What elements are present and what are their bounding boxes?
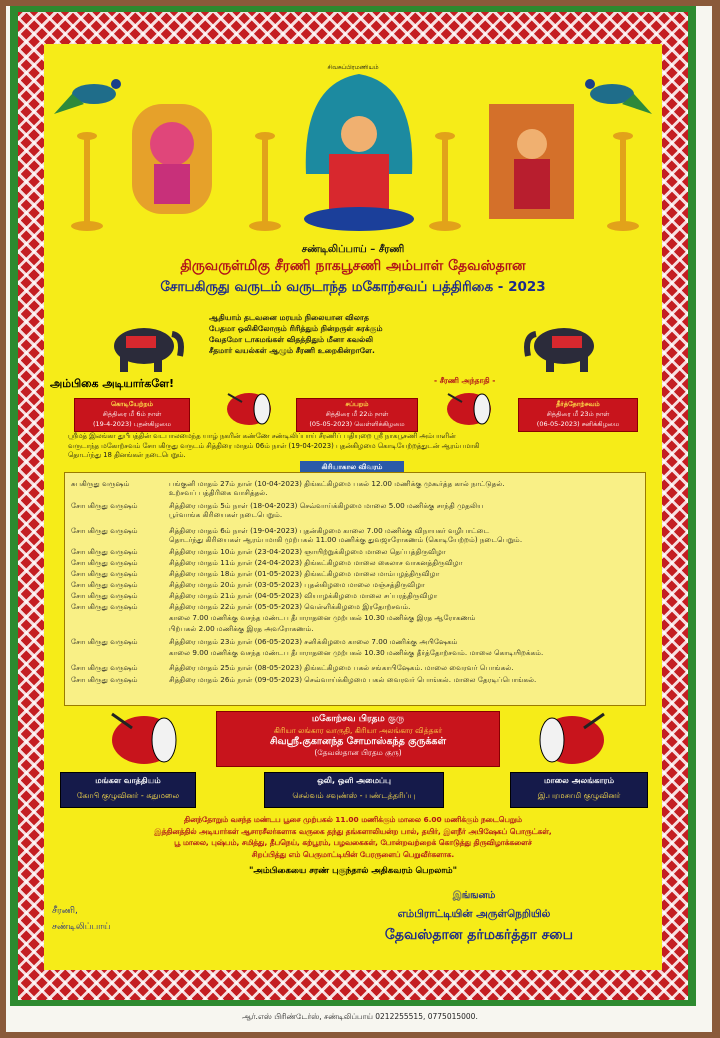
intro-line: வருடாந்த மகோற்சவம் சோபகிருது வருடம் சித்திரை மாதம் 06ம் நாள் (19-04-2023) புதன்கிழமை கொடியேற்றத்துடன் ஆரம்பமாகி (68, 441, 480, 450)
key-date-theertham (518, 398, 638, 432)
service-title: ஒலி, ஒளி அமைப்பு (317, 776, 391, 785)
lamp-icon (429, 132, 461, 231)
key-date-flag-hoisting (74, 398, 190, 432)
key-date-day: (06-05-2023) சனிக்கிழமை (536, 420, 620, 428)
verse (209, 312, 499, 356)
title-line-1: திருவருள்மிகு சீரணி நாகபூசணி அம்பாள் தேவஸ்தான (180, 258, 526, 274)
top-small-text: சிவசுப்பிரமணியம் (327, 64, 379, 71)
key-date-day: (19-4-2023) புதன்கிழமை (92, 420, 172, 428)
note-line: சிறப்பித்து எம் பெருமாட்டியின் பேரருளைப் பெறுவீர்களாக. (251, 849, 455, 859)
key-date-title: கொடியேற்றம் (110, 400, 154, 408)
verse-line: வேதமோ டாகமங்கள் விதத்திதும் மீனா கவல்லி (209, 335, 374, 344)
program-heading: கிரியாகால விவரம் (300, 461, 404, 473)
service-sound-light (264, 772, 444, 808)
intro-paragraph (68, 432, 644, 461)
key-date-day: (05-05-2023) வெள்ளிக்கிழமை (309, 420, 405, 428)
signoff-org: தேவஸ்தான தர்மகர்த்தா சபை (384, 927, 574, 943)
service-nadaswaram (60, 772, 196, 808)
drum-icon (442, 388, 496, 430)
poster-body (44, 44, 662, 970)
priest-box (216, 711, 500, 767)
lamp-icon (71, 132, 103, 231)
key-date-date: சித்திரை மீ 6ம் நாள் (102, 410, 162, 418)
greeting: அம்பிகை அடியார்களே! (50, 377, 175, 390)
note-line: தினந்தோறும் வசந்த மண்டப பூசை முற்பகல் 11.00 மணிக்கும் மாலை 6.00 மணிக்கும் நடைபெறும் (184, 815, 522, 824)
priest-title: மகோற்சவ பிரதம குரு (311, 714, 405, 724)
title-line-2: சோபகிருது வருடம் வருடாந்த மகோற்சவப் பத்திரிகை - 2023 (160, 279, 546, 295)
ganesha-icon (132, 104, 212, 214)
priest-honorific: கிரியா லங்கார வாருதி, கிரியா அலங்கார வித்தகர் (273, 726, 443, 735)
quote: "அம்பிகையை சரண் புகுந்தால் அதிகவரம் பெறலாம்" (248, 866, 458, 876)
priest-name: சிவஸ்ரீ.குகானந்த சோமாஸ்கந்த குருக்கள் (269, 736, 447, 747)
key-date-title: தீர்த்தோற்சவம் (556, 400, 600, 408)
service-name: இ.பரமசாமி குழுவினர் (537, 791, 621, 800)
signoff-line: எம்பிராட்டியின் அருள்நெறியில் (397, 908, 551, 920)
intro-line: தொடர்ந்து 18 தினங்கள் நடைபெறும். (68, 451, 186, 459)
lamp-icon (249, 132, 281, 231)
verse-line: பேதமா ஒலிகிலோரும் ரிரித்தும் நின்றருள் சுரக்கும் (209, 324, 383, 333)
verse-line: ஆதியாம் தடவனை மரயம் நிலையான விலாத (209, 313, 369, 322)
daily-notes (44, 814, 662, 860)
elephant-left-icon (106, 306, 186, 376)
signoff-place-2: சண்டிலிப்பாய் (52, 922, 111, 932)
drum-icon (222, 388, 276, 430)
peacock-right-icon (585, 79, 652, 114)
key-date-title: சப்பறம் (345, 400, 369, 408)
drum-icon (106, 708, 182, 772)
service-name: செல்வம் சவுண்ஸ் - பண்டத்தரிப்பு (292, 791, 416, 800)
priest-role: (தேவஸ்தான பிரதம குரு) (314, 748, 402, 757)
lamp-icon (607, 132, 639, 231)
signoff-ingnanam: இங்ஙனம் (452, 890, 496, 901)
key-date-sapparam (296, 398, 418, 432)
verse-line: சீதமார் வயல்கள் ஆழும் சீரணி உறைகின்றாளே. (209, 346, 375, 355)
printer-credit: ஆர்.எஸ் பிரிண்டேர்ஸ், சண்டிலிப்பாய் 0212255515, 0775015000. (242, 1012, 478, 1021)
drum-icon (534, 708, 610, 772)
note-line: இத்தினத்தில் அடியார்கள் ஆசாரசீலர்களாக வருகை தந்து தங்களாலியன்ற பால், தயிர், இளநீர் அபிஷேகப் பொருட்கள், (154, 826, 552, 836)
key-date-date: சித்திரை மீ 22ம் நாள் (325, 410, 389, 418)
elephant-right-icon (522, 306, 602, 376)
program-schedule: சுபகிருது வருஷம் பங்குனி மாதம் 27ம் நாள் (10-04-2023) திங்கட்கிழமை பகல் 12.00 மணிக்கு முகூர்த்த கால் நாட்டுதல். உற்சவப் பத்திரிகை வாசித்தல். சோபகிருது வருஷம் சித்திரை மாதம் 5ம் நாள் (18-04-2023) செவ்வாய்க்கிழமை மாலை 5.00 மணிக்கு சாந்தி முதலிய பூர்வாங்க கிரியைகள் நடைபெறும். சோபகிருது வருஷம் சித்திரை மாதம் 6ம் நாள் (19-04-2023) புதன்கிழமை காலை 7.00 மணிக்கு விநாயகர் வழிபாட்டை தொடர்ந்து கிரியைகள் ஆரம்பமாகி முற்பகல் 11.00 மணிக்கு துவஜாரோகணம் (கொடியேற்றம்) நடைபெறும். சோபகிருது வருஷம் சித்திரை மாதம் 10ம் நாள் (23-04-2023) ஞாயிற்றுக்கிழமை மாலை தெப்பத்திருவிழா சோபகிருது வருஷம் சித்திரை மாதம் 11ம் நாள் (24-04-2023) திங்கட்கிழமை மாலை கைலாச வாகனத்திருவிழா சோபகிருது வருஷம் சித்திரை மாதம் 18ம் நாள் (01-05-2023) திங்கட்கிழமை மாலை மாம்பழத்திருவிழா சோபகிருது வருஷம் சித்திரை மாதம் 20ம் நாள் (03-05-2023) புதன்கிழமை மாலை மஞ்சத்திருவிழா சோபகிருது வருஷம் சித்திரை மாதம் 21ம் நாள் (04-05-2023) வியாழக்கிழமை மாலை சப்பரத்திருவிழா சோபகிருது வருஷம் சித்திரை மாதம் 22ம் நாள் (05-05-2023) வெள்ளிக்கிழமை இரதோற்சவம். காலை 7.00 மணிக்கு வசந்த மண்டப தீபாராதனை முற்பகல் 10.30 மணிக்கு இரத ஆரோகணம் பிற்பகல் 2.00 மணிக்கு இரத அவரோகணம். சோபகிருது வருஷம் சித்திரை மாதம் 23ம் நாள் (06-05-2023) சனிக்கிழமை காலை 7.00 மணிக்கு அபிஷேகம் காலை 9.00 மணிக்கு வசந்த மண்டப தீபாராதனை முற்பகல் 10.30 மணிக்கு தீர்த்தோற்சவம். மாலை கொடியிறக்கம். சோபகிருது வருஷம் சித்திரை மாதம் 25ம் நாள் (08-05-2023) திங்கட்கிழமை பகல் சங்காபிஷேகம். மாலை வைரவர் பொங்கல். சோபகிருது வருஷம் சித்திரை மாதம் 26ம் நாள் (09-05-2023) செவ்வாய்க்கிழமை பகல் வைரவர் பொங்கல். மாலை தேரடிப்பொங்கல். (64, 472, 646, 706)
service-name: கோபி குழுவினர் - சுதுமலை (76, 791, 180, 800)
key-date-date: சித்திரை மீ 23ம் நாள் (546, 410, 610, 418)
place-line: சண்டிலிப்பாய் – சீரணி (301, 244, 405, 255)
ambal-naga-icon (304, 74, 414, 231)
service-garland (510, 772, 648, 808)
murugan-icon (489, 104, 574, 219)
deity-illustrations (44, 44, 662, 244)
intro-line: ஸ்ரீமத் இலங்கா துபீபத்தின் வடபாலமைந்த யாழ் நகரின் கண்ணே சண்டிலிப்பாய் சீரணிப் பதியுறை ஸ்ரீ நாகபூசணி அம்பாளின் (68, 432, 456, 440)
service-title: மாலை அலங்காரம் (543, 776, 615, 785)
peacock-left-icon (54, 79, 121, 114)
signoff-place-1: சீரணி, (52, 906, 78, 916)
service-title: மங்கள வாத்தியம் (95, 776, 161, 785)
verse-attribution: - சீரணி அந்தாதி - (434, 376, 496, 385)
note-line: பூ மாலை, புஷ்பம், சமித்து, தீபநெய், கற்பூரம், பழவகைகள், போன்றவற்றைக் கொடுத்து திருவிழாக்களைச் (174, 838, 532, 847)
